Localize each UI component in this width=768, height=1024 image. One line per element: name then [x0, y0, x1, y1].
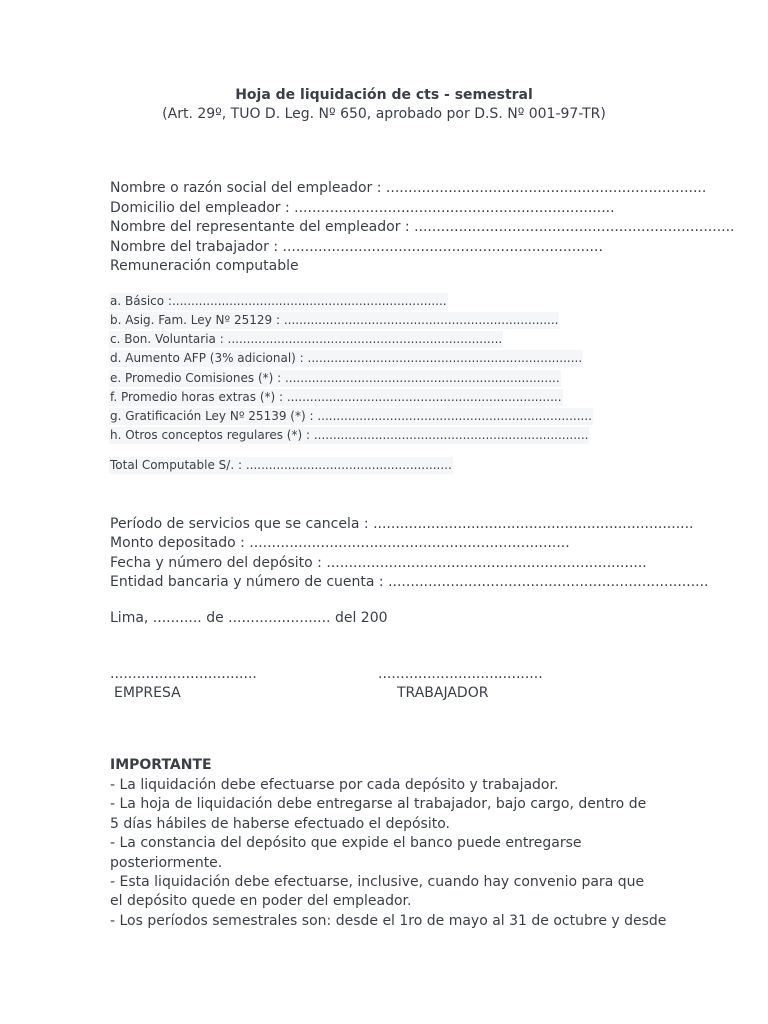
important-heading: IMPORTANTE — [110, 757, 212, 773]
document-title: Hoja de liquidación de cts - semestral — [235, 87, 533, 103]
employer-representative-field: Nombre del representante del empleador : ........................................................................ — [110, 219, 735, 235]
remuneration-item-gratificacion: g. Gratificación Ley Nº 25139 (*) : ........................................................................ — [110, 409, 592, 423]
trabajador-signature-line: ..................................... — [378, 666, 543, 682]
remuneration-item-horas-extras: f. Promedio horas extras (*) : ........................................................................ — [110, 390, 562, 404]
remuneration-item-comisiones: e. Promedio Comisiones (*) : ........................................................................ — [110, 371, 560, 385]
document-subtitle: (Art. 29º, TUO D. Leg. Nº 650, aprobado por D.S. Nº 001-97-TR) — [162, 106, 606, 122]
deposit-amount-field: Monto depositado : ........................................................................ — [110, 535, 570, 551]
worker-name-field: Nombre del trabajador : ........................................................................ — [110, 239, 603, 255]
deposit-date-number-field: Fecha y número del depósito : ........................................................................ — [110, 555, 647, 571]
empresa-label: EMPRESA — [114, 685, 181, 701]
trabajador-label: TRABAJADOR — [397, 685, 489, 701]
important-note: - La liquidación debe efectuarse por cada depósito y trabajador. — [110, 777, 559, 793]
remuneration-heading: Remuneración computable — [110, 258, 299, 274]
important-notes — [110, 776, 667, 931]
empresa-signature-line: ................................. — [110, 666, 257, 682]
total-computable: Total Computable S/. : ...................................................... — [110, 458, 452, 472]
employer-address-field: Domicilio del empleador : ........................................................................ — [110, 200, 615, 216]
important-note: - Los períodos semestrales son: desde el 1ro de mayo al 31 de octubre y desde — [110, 912, 667, 929]
remuneration-item-asig-fam: b. Asig. Fam. Ley Nº 25129 : ........................................................................ — [110, 313, 559, 327]
important-note: - Esta liquidación debe efectuarse, inclusive, cuando hay convenio para que el depósito quede en poder del empleador. — [110, 874, 645, 910]
remuneration-item-bon-voluntaria: c. Bon. Voluntaria : ........................................................................ — [110, 332, 503, 346]
important-note: - La hoja de liquidación debe entregarse al trabajador, bajo cargo, dentro de 5 días hábiles de haberse efectuado el depósito. — [110, 796, 647, 832]
employer-name-field: Nombre o razón social del empleador : ........................................................................ — [110, 180, 707, 196]
remuneration-item-aumento-afp: d. Aumento AFP (3% adicional) : ........................................................................ — [110, 351, 583, 365]
remuneration-item-otros: h. Otros conceptos regulares (*) : ........................................................................ — [110, 428, 589, 442]
service-period-field: Período de servicios que se cancela : ........................................................................ — [110, 516, 694, 532]
important-note: - La constancia del depósito que expide el banco puede entregarse posteriormente. — [110, 835, 582, 871]
date-line: Lima, ........... de ....................... del 200 — [110, 610, 388, 626]
bank-account-field: Entidad bancaria y número de cuenta : ........................................................................ — [110, 574, 709, 590]
remuneration-item-basico: a. Básico :........................................................................ — [110, 294, 447, 308]
